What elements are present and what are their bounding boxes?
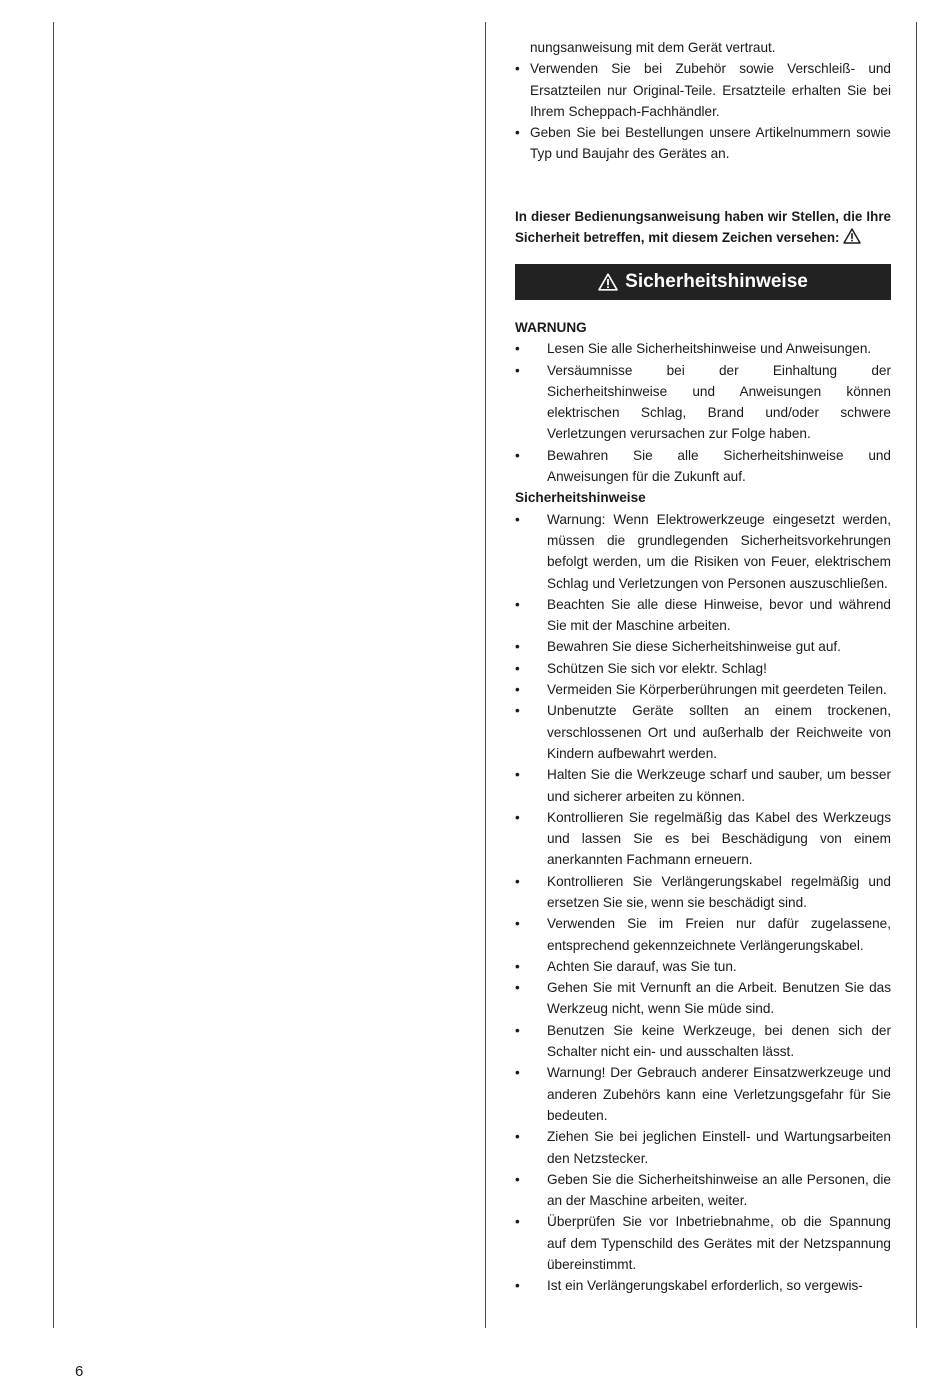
list-item-text: Lesen Sie alle Sicherheitshinweise und Anweisungen. [547,341,872,357]
bullet-symbol: • [515,447,520,463]
list-item [515,658,891,679]
page-number: 6 [75,1363,84,1380]
bullet-symbol: • [515,511,520,527]
list-item [515,58,891,122]
sicherheitshinweise-heading: Sicherheitshinweise [515,490,646,506]
bullet-symbol: • [515,958,520,974]
list-item [515,1126,891,1169]
bullet-symbol: • [515,1022,520,1038]
right-column-rule [916,22,917,1328]
bullet-symbol: • [515,809,520,825]
bullet-symbol: • [515,341,520,357]
list-item-text: Bewahren Sie alle Sicherheitshinweise und Anweisungen für die Zukunft auf. [547,447,891,485]
section-title: Sicherheitshinweise [625,271,808,293]
center-column-rule [485,22,486,1328]
bullet-symbol: • [515,362,520,378]
list-item-text: Warnung: Wenn Elektrowerkzeuge eingesetzt werden, müssen die grundlegenden Sicherheitsvorkehrungen befolgt werden, um die Risiken von Feuer, elektrischem Schlag und Verletzungen von Personen auszuschließen. [547,511,891,591]
warning-sign-note [515,206,891,251]
bullet-symbol: • [515,682,520,698]
bullet-symbol: • [515,980,520,996]
list-item [515,871,891,914]
list-item [515,807,891,871]
list-item [515,1062,891,1126]
list-item [515,679,891,700]
list-item [515,445,891,488]
warning-triangle-icon [598,273,618,291]
bullet-symbol: • [515,703,520,719]
list-item [515,360,891,445]
bullet-symbol: • [515,1065,520,1081]
warning-sign-note-text: In dieser Bedienungsanweisung haben wir Stellen, die Ihre Sicherheit betreffen, mit diesem Zeichen versehen: [515,208,891,246]
list-item [515,509,891,594]
bullet-symbol: • [515,61,520,77]
list-item-text: Überprüfen Sie vor Inbetriebnahme, ob die Spannung auf dem Typenschild des Gerätes mit der Netzspannung übereinstimmt. [547,1214,891,1273]
list-item-text: Kontrollieren Sie regelmäßig das Kabel des Werkzeugs und lassen Sie es bei Beschädigung von einem anerkannten Fachmann erneuern. [547,809,891,868]
bullet-symbol: • [515,916,520,932]
right-text-column [515,37,891,1297]
bullet-symbol: • [515,1278,520,1294]
bullet-symbol: • [515,1214,520,1230]
list-item-text: Geben Sie die Sicherheitshinweise an alle Personen, die an der Maschine arbeiten, weiter. [547,1171,891,1209]
list-item-text: Kontrollieren Sie Verlängerungskabel regelmäßig und ersetzen Sie sie, wenn sie beschädigt sind. [547,873,891,910]
list-item [515,636,891,657]
list-item-text: Achten Sie darauf, was Sie tun. [547,958,737,974]
list-item [515,700,891,764]
list-item [515,338,891,359]
bullet-symbol: • [515,125,520,141]
list-item-text: Warnung! Der Gebrauch anderer Einsatzwerkzeuge und anderen Zubehörs kann eine Verletzungsgefahr für Sie bedeuten. [547,1065,891,1123]
list-item [515,594,891,637]
list-item-text: Halten Sie die Werkzeuge scharf und sauber, um besser und sicherer arbeiten zu können. [547,767,891,804]
bullet-symbol: • [515,660,520,676]
bullet-symbol: • [515,639,520,655]
bullet-symbol: • [515,1171,520,1187]
intro-section [515,37,891,165]
list-item-text: Verwenden Sie bei Zubehör sowie Verschleiß- und Ersatzteilen nur Original-Teile. Ersatzteile erhalten Sie bei Ihrem Scheppach-Fachhändler. [530,61,891,119]
list-item [515,1169,891,1212]
list-item-text: Unbenutzte Geräte sollten an einem trockenen, verschlossenen Ort und außerhalb der Reichweite von Kindern aufbewahrt werden. [547,703,891,761]
list-item-text: Versäumnisse bei der Einhaltung der Sicherheitshinweise und Anweisungen können elektrischen Schlag, Brand und/oder schwere Verletzungen verursachen zur Folge haben. [547,362,891,442]
warnung-heading: WARNUNG [515,319,587,335]
list-item-text: Bewahren Sie diese Sicherheitshinweise gut auf. [547,639,841,655]
list-item [515,1020,891,1063]
list-item-text: Gehen Sie mit Vernunft an die Arbeit. Benutzen Sie das Werkzeug nicht, wenn Sie müde sind. [547,980,891,1017]
list-item [515,122,891,165]
section-title-banner [515,264,891,300]
list-item-text: Benutzen Sie keine Werkzeuge, bei denen sich der Schalter nicht ein- und ausschalten lässt. [547,1022,891,1060]
list-item [515,913,891,956]
list-item [515,1275,891,1296]
list-item-text: Beachten Sie alle diese Hinweise, bevor und während Sie mit der Maschine arbeiten. [547,596,891,634]
sicherheitshinweise-list [515,509,891,1297]
list-item-text: Ist ein Verlängerungskabel erforderlich, so vergewis- [547,1278,863,1294]
list-item-text: Vermeiden Sie Körperberührungen mit geerdeten Teilen. [547,682,887,698]
left-column-rule [53,22,54,1328]
list-item [515,977,891,1020]
list-item-text: Verwenden Sie im Freien nur dafür zugelassene, entsprechend gekennzeichnete Verlängerungskabel. [547,916,891,953]
continued-paragraph: nungsanweisung mit dem Gerät vertraut. [530,40,776,55]
list-item-text: Geben Sie bei Bestellungen unsere Artikelnummern sowie Typ und Baujahr des Gerätes an. [530,125,891,162]
list-item-text: Schützen Sie sich vor elektr. Schlag! [547,660,767,676]
list-item [515,1211,891,1275]
list-item-text: Ziehen Sie bei jeglichen Einstell- und Wartungsarbeiten den Netzstecker. [547,1129,891,1166]
list-item [515,764,891,807]
warnung-list [515,338,891,487]
bullet-symbol: • [515,767,520,783]
warning-triangle-icon [843,228,861,251]
bullet-symbol: • [515,596,520,612]
bullet-symbol: • [515,1129,520,1145]
bullet-symbol: • [515,873,520,889]
list-item [515,956,891,977]
